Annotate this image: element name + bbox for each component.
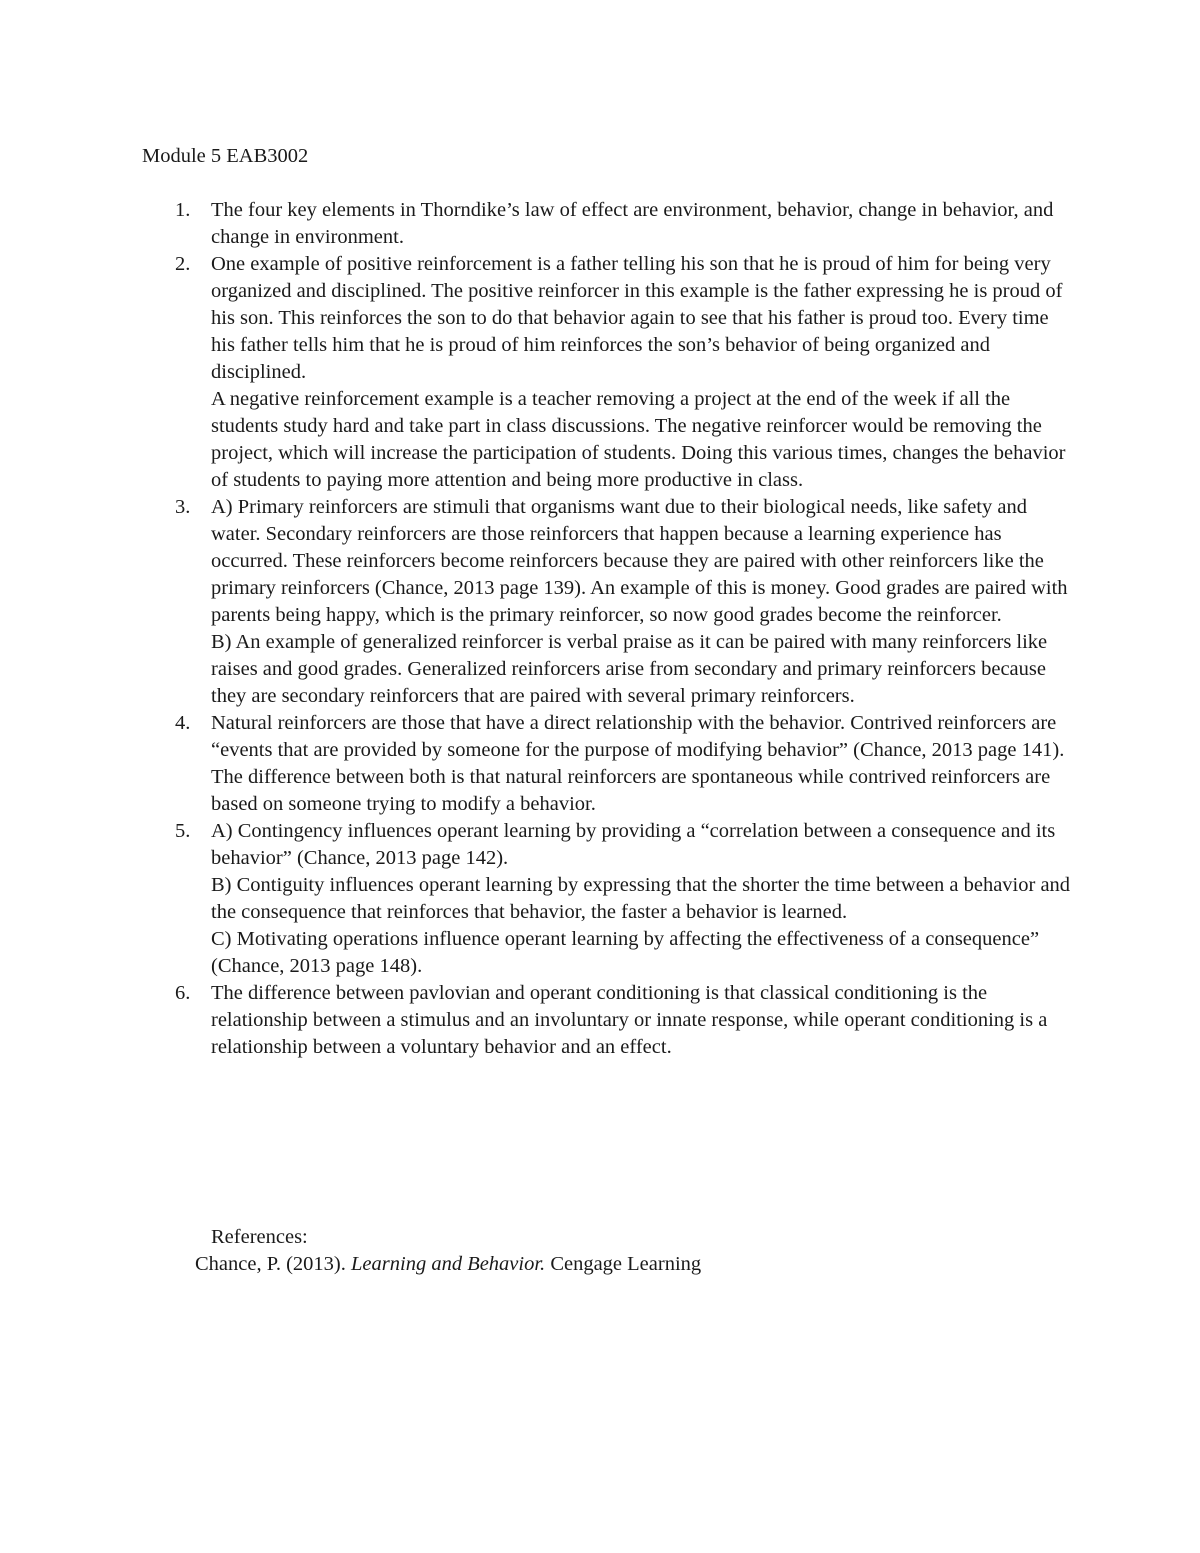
answer-paragraph: The difference between pavlovian and operant conditioning is that classical conditioning is the relationship between a stimulus and an involuntary or innate response, while operant conditioning is a relationship between a voluntary behavior and an effect. (211, 982, 1048, 1058)
reference-book-title: Learning and Behavior. (351, 1253, 546, 1275)
answer-paragraph: The four key elements in Thorndike’s law of effect are environment, behavior, change in behavior, and change in environment. (211, 199, 1054, 248)
answer-number: 4. (175, 712, 191, 734)
answer-number: 6. (175, 982, 191, 1004)
answer-item-5 (142, 818, 1072, 980)
answer-paragraph: A) Contingency influences operant learning by providing a “correlation between a consequence and its behavior” (Chance, 2013 page 142). (211, 820, 1056, 869)
answer-item-6 (142, 980, 1072, 1061)
answer-list (142, 197, 1072, 1061)
reference-publisher: Cengage Learning (550, 1253, 702, 1275)
reference-entry (195, 1251, 701, 1278)
answer-item-2 (142, 251, 1072, 494)
answer-paragraph: One example of positive reinforcement is a father telling his son that he is proud of him for being very organized and disciplined. The positive reinforcer in this example is the father expressing he is proud of his son. This reinforces the son to do that behavior again to see that his father is proud too. Every time his father tells him that he is proud of him reinforces the son’s behavior of being organized and disciplined. (211, 253, 1063, 383)
answer-item-1 (142, 197, 1072, 251)
answer-number: 5. (175, 820, 191, 842)
answer-number: 3. (175, 496, 191, 518)
answer-paragraph: A negative reinforcement example is a teacher removing a project at the end of the week if all the students study hard and take part in class discussions. The negative reinforcer would be removing the project, which will increase the participation of students. Doing this various times, changes the behavior of students to paying more attention and being more productive in class. (211, 388, 1066, 491)
answer-paragraph: B) An example of generalized reinforcer is verbal praise as it can be paired with many reinforcers like raises and good grades. Generalized reinforcers arise from secondary and primary reinforcers because they are secondary reinforcers that are paired with several primary reinforcers. (211, 631, 1048, 707)
answer-paragraph: Natural reinforcers are those that have a direct relationship with the behavior. Contrived reinforcers are “events that are provided by someone for the purpose of modifying behavior” (Chance, 2013 page 141). The difference between both is that natural reinforcers are spontaneous while contrived reinforcers are based on someone trying to modify a behavior. (211, 712, 1065, 815)
answer-paragraph: B) Contiguity influences operant learning by expressing that the shorter the time between a behavior and the consequence that reinforces that behavior, the faster a behavior is learned. (211, 874, 1071, 923)
answer-item-3 (142, 494, 1072, 710)
answer-item-4 (142, 710, 1072, 818)
document-title: Module 5 EAB3002 (142, 145, 309, 167)
reference-author: Chance, P. (2013). (195, 1253, 346, 1275)
answer-number: 1. (175, 199, 191, 221)
answer-paragraph: C) Motivating operations influence operant learning by affecting the effectiveness of a consequence” (Chance, 2013 page 148). (211, 928, 1040, 977)
answer-paragraph: A) Primary reinforcers are stimuli that organisms want due to their biological needs, like safety and water. Secondary reinforcers are those reinforcers that happen because a learning experience has occurred. These reinforcers become reinforcers because they are paired with other reinforcers like the primary reinforcers (Chance, 2013 page 139). An example of this is money. Good grades are paired with parents being happy, which is the primary reinforcer, so now good grades become the reinforcer. (211, 496, 1068, 626)
references-heading: References: (211, 1226, 308, 1248)
answer-number: 2. (175, 253, 191, 275)
